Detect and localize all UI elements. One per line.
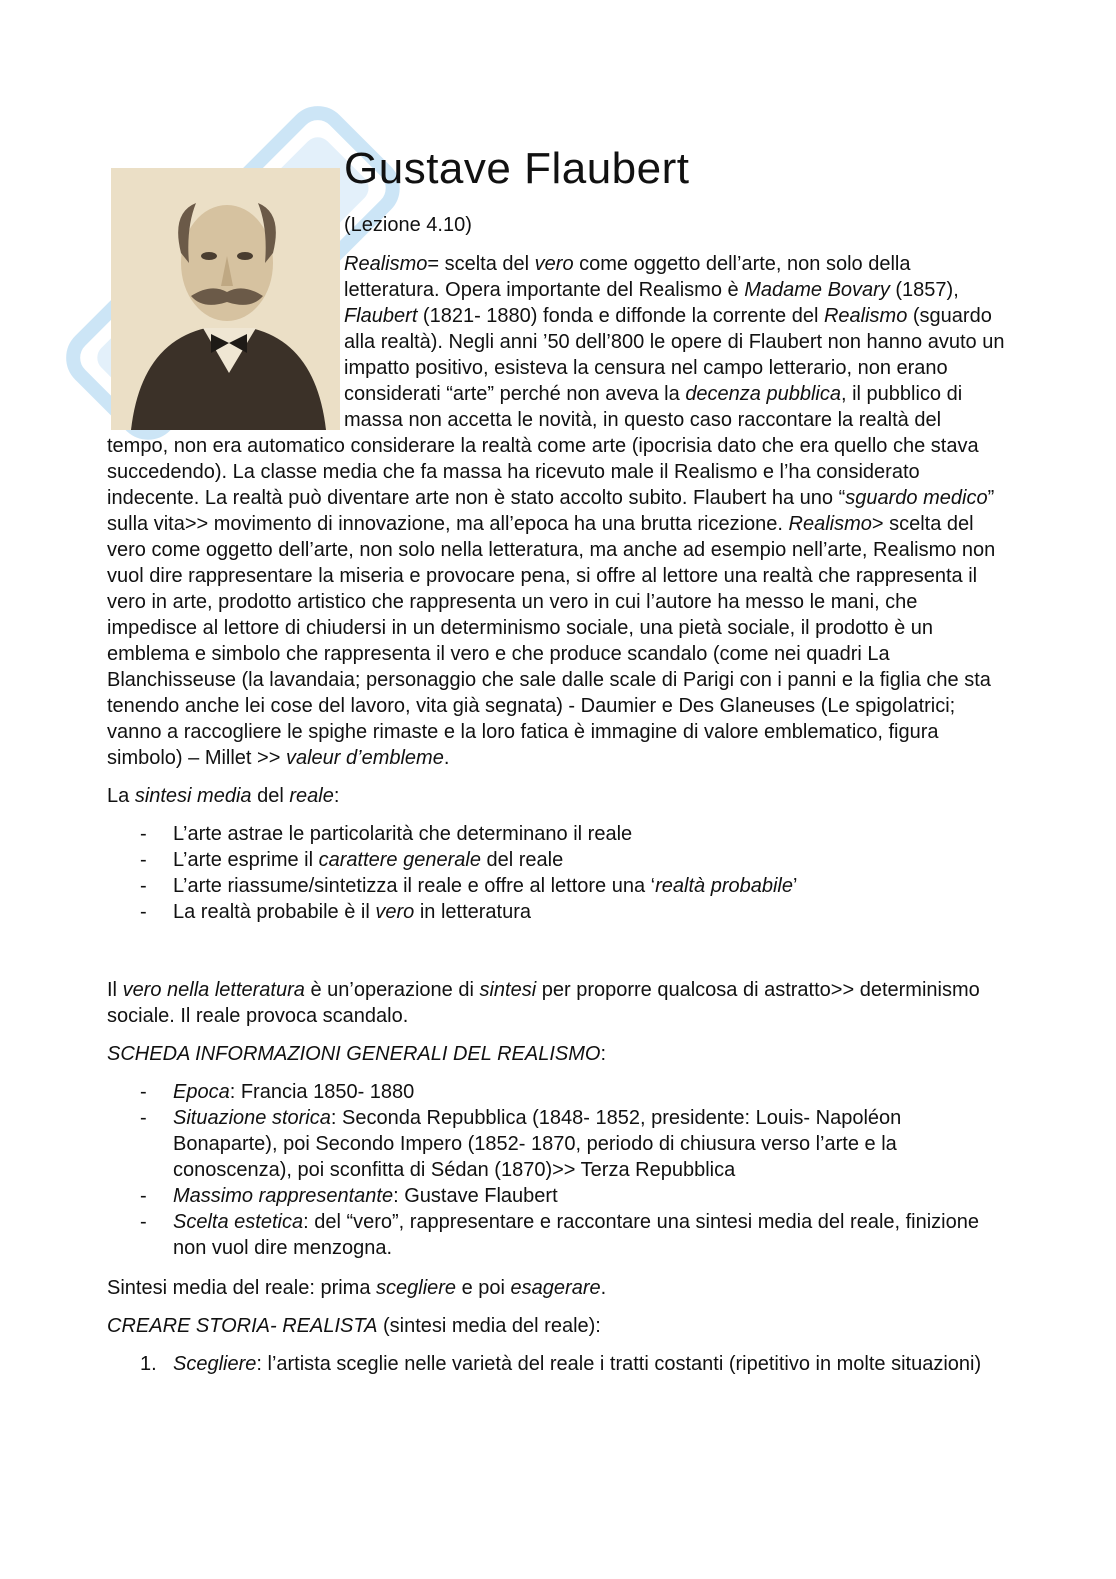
portrait-spacer xyxy=(107,251,344,431)
vero-paragraph: Il vero nella letteratura è un’operazione di sintesi per proporre qualcosa di astratto>> determinismo sociale. Il reale provoca scandalo. xyxy=(107,979,980,1027)
lesson-number: (Lezione 4.10) xyxy=(344,214,472,236)
list-item: - L’arte astrae le particolarità che determinano il reale xyxy=(173,821,1005,847)
list-item: - L’arte riassume/sintetizza il reale e offre al lettore una ‘realtà probabile’ xyxy=(173,873,1005,899)
list-item: - La realtà probabile è il vero in letteratura xyxy=(173,899,1005,925)
list-item: - Scelta estetica: del “vero”, rappresentare e raccontare una sintesi media del reale, finizione non vuol dire menzogna. xyxy=(173,1209,1005,1261)
scheda-heading: SCHEDA INFORMAZIONI GENERALI DEL REALISMO: xyxy=(107,1043,606,1065)
intro-paragraph: Realismo= scelta del vero come oggetto dell’arte, non solo della letteratura. Opera importante del Realismo è Madame Bovary (1857), Flaubert (1821- 1880) fonda e diffonde la corrente del Realismo (sguardo alla realtà). Negli anni ’50 dell’800 le opere di Flaubert non hanno avuto un impatto positivo, esisteva la censura nel campo letterario, non erano considerati “arte” perché non aveva la decenza pubblica, il pubblico di massa non accetta le novità, in questo caso raccontare la realtà del tempo, non era automatico considerare la realtà come arte (ipocrisia dato che era quello che stava succedendo). La classe media che fa massa ha ricevuto male il Realismo e l’ha considerato indecente. La realtà può diventare arte non è stato accolto subito. Flaubert ha uno “sguardo medico” sulla vita>> movimento di innovazione, ma all’epoca ha una brutta ricezione. Realismo> scelta del vero come oggetto dell’arte, non solo nella letteratura, ma anche ad esempio nell’arte, Realismo non vuol dire rappresentare la miseria e provocare pena, si offre al lettore una realtà che rappresenta il vero in arte, prodotto artistico che rappresenta un vero in cui l’autore ha messo le mani, che impedisce al lettore di chiudersi in un determinismo sociale, una pietà sociale, il prodotto è un emblema e simbolo che rappresenta il vero e che produce scandalo (come nei quadri La Blanchisseuse (la lavandaia; personaggio che sale dalle scale di Parigi con i panni e la figlia che sta tenendo anche lei cose del lavoro, vita già segnata) - Daumier e Des Glaneuses (Le spigolatrici; vanno a raccogliere le spighe rimaste e la loro fatica è immagine di valore emblematico, figura simbolo) – Millet >> valeur d’embleme. xyxy=(107,253,1005,769)
list-item: - Massimo rappresentante: Gustave Flaubert xyxy=(173,1183,1005,1209)
list-item: - Situazione storica: Seconda Repubblica (1848- 1852, presidente: Louis- Napoléon Bonaparte), poi Secondo Impero (1852- 1870, periodo di chiusura verso l’arte e la conoscenza), poi sconfitta di Sédan (1870)>> Terza Repubblica xyxy=(173,1105,1005,1183)
creare-heading: CREARE STORIA- REALISTA (sintesi media del reale): xyxy=(107,1315,601,1337)
sintesi-list xyxy=(107,821,1005,925)
list-number: 1. xyxy=(140,1353,157,1375)
creare-list xyxy=(107,1351,1005,1377)
sintesi-heading: La sintesi media del reale: xyxy=(107,785,340,807)
list-item: - Epoca: Francia 1850- 1880 xyxy=(173,1079,1005,1105)
list-item: 1. Scegliere: l’artista sceglie nelle varietà del reale i tratti costanti (ripetitivo in molte situazioni) xyxy=(140,1353,982,1375)
list-item: - L’arte esprime il carattere generale del reale xyxy=(173,847,1005,873)
sintesi-media-line: Sintesi media del reale: prima scegliere e poi esagerare. xyxy=(107,1277,607,1299)
page-title: Gustave Flaubert xyxy=(344,144,690,193)
scheda-list xyxy=(107,1079,1005,1261)
document-body xyxy=(107,251,1005,1377)
